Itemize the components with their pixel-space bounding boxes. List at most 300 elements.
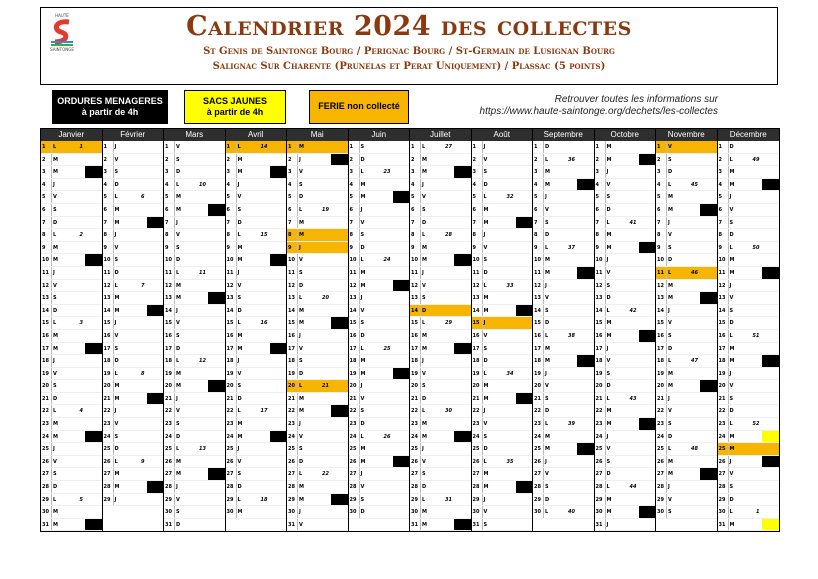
day-number: 8 [287, 229, 298, 241]
day-row [533, 242, 594, 255]
day-letter: D [483, 181, 488, 188]
day-row [41, 431, 102, 444]
collection-marker [331, 154, 348, 166]
day-row [533, 481, 594, 494]
week-number: 2 [79, 232, 83, 239]
week-number [493, 330, 516, 342]
day-number: 20 [410, 380, 421, 392]
week-number [554, 254, 577, 266]
collection-marker [639, 343, 656, 355]
day-letter: M [668, 295, 673, 302]
week-number [493, 393, 516, 405]
day-number: 10 [41, 254, 52, 266]
week-number [370, 380, 393, 392]
collection-marker [85, 242, 102, 254]
collection-marker [147, 305, 164, 317]
week-number [247, 267, 270, 279]
day-row [718, 166, 780, 179]
day-letter: M [606, 332, 612, 339]
day-row [410, 443, 471, 456]
day-letter: V [483, 509, 488, 516]
day-number: 28 [287, 481, 298, 493]
collection-marker [208, 456, 225, 468]
week-number [62, 166, 85, 178]
day-number: 5 [164, 191, 175, 203]
week-number [247, 431, 270, 443]
day-row [287, 443, 348, 456]
collection-marker [762, 292, 780, 304]
legend-sj-title: SACS JAUNES [202, 96, 267, 106]
day-letter: S [360, 496, 365, 503]
day-row [656, 242, 717, 255]
day-row [103, 393, 164, 406]
collection-marker [516, 418, 533, 430]
day-letter: M [606, 408, 612, 415]
day-row [287, 254, 348, 267]
day-row [164, 204, 225, 217]
collection-marker [577, 141, 594, 153]
day-number: 2 [103, 154, 114, 166]
day-letter: M [176, 370, 181, 377]
collection-marker [208, 506, 225, 518]
collection-marker [762, 204, 780, 216]
day-row [164, 456, 225, 469]
day-row [41, 280, 102, 293]
day-number: 6 [718, 204, 729, 216]
day-row [718, 456, 780, 469]
day-letter: S [360, 408, 365, 415]
day-number: 23 [718, 418, 729, 430]
month-column [472, 129, 534, 531]
collection-marker [700, 141, 717, 153]
day-number: 7 [656, 217, 667, 229]
collection-marker [85, 267, 102, 279]
day-letter: M [114, 383, 120, 390]
collection-marker [577, 242, 594, 254]
day-number: 30 [410, 506, 421, 518]
day-letter: S [606, 282, 611, 289]
day-number: 28 [410, 481, 421, 493]
day-row [533, 418, 594, 431]
week-number [308, 191, 331, 203]
day-number: 23 [349, 418, 360, 430]
week-number [185, 330, 208, 342]
day-letter: S [422, 206, 426, 213]
collection-marker [270, 267, 287, 279]
week-number [739, 456, 762, 468]
day-row [103, 154, 164, 167]
day-row [718, 368, 780, 381]
week-number: 25 [383, 345, 391, 352]
week-number [185, 305, 208, 317]
day-number: 19 [533, 368, 544, 380]
day-number: 5 [226, 191, 237, 203]
week-number [493, 506, 516, 518]
week-number [493, 355, 516, 367]
day-number: 13 [287, 292, 298, 304]
day-row [226, 506, 287, 519]
collection-marker [516, 191, 533, 203]
collection-marker [639, 154, 656, 166]
day-letter: J [545, 282, 547, 289]
day-number: 25 [41, 443, 52, 455]
day-letter: J [483, 320, 486, 327]
day-row [349, 443, 410, 456]
week-number [308, 519, 331, 531]
day-letter: M [53, 433, 58, 440]
week-number [493, 418, 516, 430]
collection-marker [577, 418, 594, 430]
week-number: 24 [383, 257, 391, 264]
day-row [595, 380, 656, 393]
day-row [410, 242, 471, 255]
month-column [656, 129, 718, 531]
day-number: 16 [226, 330, 237, 342]
day-letter: S [606, 194, 611, 201]
week-number: 17 [260, 408, 268, 415]
day-letter: L [237, 496, 241, 503]
day-row [656, 481, 717, 494]
week-number [247, 254, 270, 266]
collection-marker [208, 443, 225, 455]
week-number [431, 506, 454, 518]
day-row [718, 292, 780, 305]
day-row [41, 481, 102, 494]
week-number [739, 229, 762, 241]
collection-marker [147, 267, 164, 279]
day-letter: J [422, 269, 424, 276]
collection-marker [762, 519, 780, 531]
collection-marker [516, 519, 533, 531]
day-row [533, 343, 594, 356]
collection-marker [393, 355, 410, 367]
day-letter: M [114, 295, 120, 302]
day-letter: D [53, 395, 58, 402]
collection-marker [577, 204, 594, 216]
week-number [493, 254, 516, 266]
day-row [410, 343, 471, 356]
day-letter: V [668, 496, 672, 503]
collection-marker [700, 431, 717, 443]
collection-marker [762, 368, 780, 380]
day-number: 31 [410, 519, 421, 531]
day-row [41, 506, 102, 519]
week-number [616, 204, 639, 216]
collection-marker [639, 443, 656, 455]
week-number [739, 217, 762, 229]
day-letter: J [668, 219, 670, 226]
collection-marker [270, 418, 287, 430]
collection-marker [393, 154, 410, 166]
week-number [677, 431, 700, 443]
week-number: 21 [322, 383, 329, 390]
day-number: 15 [533, 317, 544, 329]
day-row [226, 229, 287, 242]
week-number [124, 179, 147, 191]
day-number: 15 [349, 317, 360, 329]
week-number [616, 317, 639, 329]
week-number [554, 393, 577, 405]
day-number: 26 [103, 456, 114, 468]
day-number: 12 [103, 280, 114, 292]
collection-marker [331, 317, 348, 329]
day-number: 5 [595, 191, 606, 203]
day-row [349, 519, 410, 532]
day-number: 21 [41, 393, 52, 405]
day-row [595, 330, 656, 343]
day-row [164, 242, 225, 255]
day-letter: J [729, 370, 732, 377]
week-number [554, 456, 577, 468]
collection-marker [639, 418, 656, 430]
day-number: 21 [164, 393, 175, 405]
week-number: 50 [752, 244, 760, 251]
day-letter: L [237, 232, 241, 239]
week-number [554, 305, 577, 317]
day-row [656, 506, 717, 519]
collection-marker [516, 330, 533, 342]
day-row [226, 179, 287, 192]
collection-marker [393, 179, 410, 191]
week-number [739, 191, 762, 203]
day-letter: D [545, 320, 550, 327]
day-row [226, 154, 287, 167]
day-row [410, 519, 471, 532]
day-letter: L [114, 282, 118, 289]
day-letter: J [606, 433, 609, 440]
day-number: 31 [718, 519, 729, 531]
day-letter: M [545, 345, 550, 352]
day-number: 24 [349, 431, 360, 443]
day-number: 26 [595, 456, 606, 468]
week-number [431, 280, 454, 292]
week-number [185, 141, 208, 153]
collection-marker [762, 166, 780, 178]
week-number [370, 191, 393, 203]
week-number [616, 179, 639, 191]
day-row [410, 418, 471, 431]
collection-marker [331, 343, 348, 355]
collection-marker [577, 443, 594, 455]
collection-marker [454, 242, 471, 254]
collection-marker [577, 267, 594, 279]
day-letter: M [299, 232, 304, 239]
day-number: 8 [103, 229, 114, 241]
day-row [533, 229, 594, 242]
collection-marker [85, 393, 102, 405]
week-number: 37 [568, 244, 575, 251]
week-number [493, 519, 516, 531]
day-number: 3 [472, 166, 483, 178]
collection-marker [516, 229, 533, 241]
day-number: 4 [656, 179, 667, 191]
collection-marker [454, 280, 471, 292]
collection-marker [208, 204, 225, 216]
day-number: 28 [656, 481, 667, 493]
week-number [493, 267, 516, 279]
day-number: 26 [164, 456, 175, 468]
day-number: 14 [226, 305, 237, 317]
day-row [410, 141, 471, 154]
day-number: 20 [349, 380, 360, 392]
day-letter: M [668, 206, 673, 213]
collection-marker [270, 355, 287, 367]
day-number: 20 [656, 380, 667, 392]
day-letter: M [483, 219, 489, 226]
day-row [287, 229, 348, 242]
day-row [595, 141, 656, 154]
day-letter: J [483, 408, 486, 415]
day-number: 30 [595, 506, 606, 518]
day-number: 27 [656, 468, 667, 480]
day-number: 26 [410, 456, 421, 468]
day-letter: J [545, 370, 547, 377]
collection-marker [577, 506, 594, 518]
day-letter: S [545, 395, 549, 402]
day-row [41, 368, 102, 381]
collection-marker [454, 317, 471, 329]
day-number: 27 [410, 468, 421, 480]
day-row [226, 355, 287, 368]
week-number [431, 217, 454, 229]
day-number: 29 [349, 494, 360, 506]
collection-marker [454, 305, 471, 317]
collection-marker [147, 242, 164, 254]
day-letter: V [545, 295, 549, 302]
day-row [349, 166, 410, 179]
day-row [226, 456, 287, 469]
day-row [103, 380, 164, 393]
collection-marker [454, 380, 471, 392]
day-number: 20 [226, 380, 237, 392]
day-letter: D [299, 458, 304, 465]
collection-marker [454, 393, 471, 405]
week-number [62, 154, 85, 166]
week-number [493, 242, 516, 254]
day-number: 11 [472, 267, 483, 279]
day-letter: V [422, 370, 426, 377]
day-letter: S [237, 295, 242, 302]
week-number [677, 418, 700, 430]
day-row [472, 280, 533, 293]
day-letter: M [360, 194, 366, 201]
week-number [247, 481, 270, 493]
week-number [431, 355, 454, 367]
day-number: 30 [656, 506, 667, 518]
day-row [287, 204, 348, 217]
day-number: 7 [41, 217, 52, 229]
day-row [718, 468, 780, 481]
day-letter: D [729, 408, 734, 415]
week-number [185, 468, 208, 480]
day-letter: L [729, 421, 733, 428]
day-number: 12 [533, 280, 544, 292]
collection-marker [639, 317, 656, 329]
day-number: 12 [410, 280, 421, 292]
day-number: 30 [349, 506, 360, 518]
day-row [164, 519, 225, 532]
day-number: 15 [103, 317, 114, 329]
collection-marker [454, 519, 471, 531]
week-number [247, 418, 270, 430]
day-row [41, 317, 102, 330]
collection-marker [85, 519, 102, 531]
day-letter: M [299, 496, 304, 503]
collection-marker [270, 393, 287, 405]
collection-marker [577, 292, 594, 304]
week-number: 12 [199, 358, 206, 365]
collection-marker [331, 179, 348, 191]
month-header: Décembre [718, 129, 780, 141]
day-row [226, 405, 287, 418]
week-number [616, 154, 639, 166]
week-number [616, 368, 639, 380]
day-letter: S [176, 156, 180, 163]
collection-marker [85, 166, 102, 178]
collection-marker [516, 317, 533, 329]
month-column [103, 129, 165, 531]
week-number [308, 393, 331, 405]
info-url-link[interactable]: https://www.haute-saintonge.org/dechets/les-collectes [479, 106, 718, 117]
day-letter: S [422, 295, 426, 302]
day-letter: D [299, 282, 304, 289]
month-column [410, 129, 472, 531]
collection-marker [85, 217, 102, 229]
day-row [226, 330, 287, 343]
collection-marker [270, 229, 287, 241]
legend-ordures-menageres [52, 90, 168, 124]
week-number [62, 380, 85, 392]
day-row [533, 204, 594, 217]
day-letter: M [545, 181, 550, 188]
week-number [308, 229, 331, 241]
week-number: 29 [445, 320, 452, 327]
collection-marker [639, 305, 656, 317]
collection-marker [577, 217, 594, 229]
collection-marker [516, 217, 533, 229]
week-number [493, 468, 516, 480]
week-number [677, 204, 700, 216]
day-letter: M [729, 345, 735, 352]
day-row [718, 280, 780, 293]
day-letter: M [606, 244, 612, 251]
collection-marker [147, 204, 164, 216]
day-letter: S [483, 169, 488, 176]
week-number: 52 [752, 421, 760, 428]
day-number: 6 [533, 204, 544, 216]
day-row [41, 355, 102, 368]
collection-marker [577, 343, 594, 355]
collection-marker [270, 179, 287, 191]
collection-marker [393, 280, 410, 292]
week-number [493, 317, 516, 329]
day-letter: V [299, 345, 303, 352]
day-row [164, 305, 225, 318]
week-number [247, 506, 270, 518]
day-number: 2 [656, 154, 667, 166]
day-letter: J [606, 169, 609, 176]
day-row [164, 418, 225, 431]
day-number: 9 [595, 242, 606, 254]
day-letter: J [299, 244, 301, 251]
collection-marker [516, 280, 533, 292]
day-row [595, 418, 656, 431]
week-number [370, 217, 393, 229]
day-letter: V [360, 307, 365, 314]
week-number [124, 242, 147, 254]
week-number [493, 154, 516, 166]
day-number: 3 [41, 166, 52, 178]
